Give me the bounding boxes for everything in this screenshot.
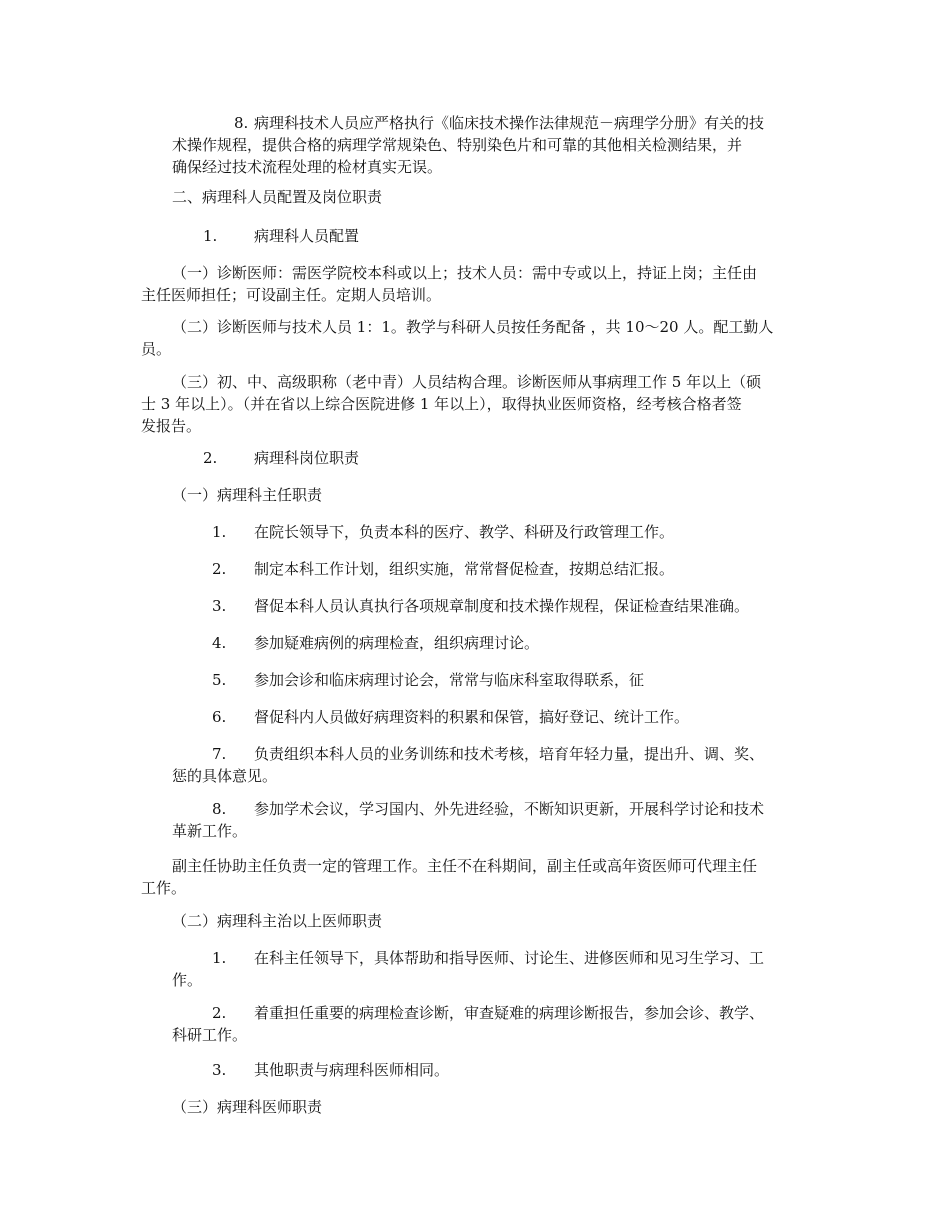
paragraph-line: 工作。 [141,879,187,897]
item-text: 制定本科工作计划，组织实施，常常督促检查，按期总结汇报。 [254,560,675,578]
director-item-7 [172,743,812,787]
item-number: 3. [212,597,227,615]
subsection-title: 病理科人员配置 [254,227,360,245]
director-item-6 [172,706,812,728]
item-number: 4. [212,634,227,652]
director-item-3 [172,595,812,617]
physician-duties-title: （三）病理科医师职责 [172,1098,323,1116]
item-text-line: 术操作规程，提供合格的病理学常规染色、特别染色片和可靠的其他相关检测结果，并 [172,136,743,154]
item-number: 2. [212,1004,227,1022]
item-number: 7. [212,745,227,763]
subsection-title: 病理科岗位职责 [254,449,360,467]
item-text: 督促本科人员认真执行各项规章制度和技术操作规程，保证检查结果准确。 [254,597,750,615]
item-text: 其他职责与病理科医师相同。 [254,1061,450,1079]
item-number: 3. [212,1061,227,1079]
director-duties-title: （一）病理科主任职责 [172,486,323,504]
paragraph-line: 发报告。 [141,417,202,435]
item-number: 5. [212,671,227,689]
item-number: 2. [212,560,227,578]
paragraph-line: 士 3 年以上）。（并在省以上综合医院进修 1 年以上），取得执业医师资格，经考核合格者签 [141,395,742,413]
paragraph-line: 副主任协助主任负责一定的管理工作。主任不在科期间，副主任或高年资医师可代理主任 [172,857,758,875]
item-text: 参加疑难病例的病理检查，组织病理讨论。 [254,634,540,652]
paragraph-line: 员。 [141,340,172,358]
subsection-number: 2. [203,449,218,467]
item-number: 1. [212,523,227,541]
paragraph-line: （二）诊断医师与技术人员 1：1。教学与科研人员按任务配备 ，共 10～20 人。配工勤人 [172,318,774,336]
item-text-line: 惩的具体意见。 [172,767,278,785]
item-text-line: 革新工作。 [172,822,248,840]
attending-item-3 [172,1059,812,1081]
item-number: 8. [212,800,227,818]
director-item-4 [172,632,812,654]
subsection-1 [172,225,572,247]
subsection-2 [172,447,572,469]
item-text-line: 作。 [172,971,203,989]
director-item-5 [172,669,812,691]
item-text-line: 科研工作。 [172,1026,248,1044]
item-text-line: 确保经过技术流程处理的检材真实无误。 [172,158,443,176]
item-number: 1. [212,949,227,967]
item-text-line: 着重担任重要的病理检查诊断，审查疑难的病理诊断报告，参加会诊、教学、 [254,1004,765,1022]
item-number: 8. [234,114,249,132]
item-text: 督促科内人员做好病理资料的积累和保管，搞好登记、统计工作。 [254,708,690,726]
item-text: 参加会诊和临床病理讨论会，常常与临床科室取得联系，征 [254,671,645,689]
deputy-director-note [141,855,811,899]
config-paragraph-1 [141,262,811,306]
item-text-line: 参加学术会议，学习国内、外先进经验，不断知识更新，开展科学讨论和技术 [254,800,765,818]
paragraph-line: （一）诊断医师：需医学院校本科或以上；技术人员：需中专或以上，持证上岗；主任由 [172,264,758,282]
item-text-line: 负责组织本科人员的业务训练和技术考核，培育年轻力量，提出升、调、奖、 [254,745,765,763]
config-paragraph-3 [141,371,811,437]
director-item-2 [172,558,812,580]
item-8 [172,112,812,178]
attending-item-1 [172,947,812,991]
subsection-number: 1. [203,227,218,245]
item-text-line: 在科主任领导下，具体帮助和指导医师、讨论生、进修医师和见习生学习、工 [254,949,765,967]
config-paragraph-2 [141,316,811,360]
paragraph-line: 主任医师担任；可设副主任。定期人员培训。 [141,286,442,304]
item-text: 在院长领导下，负责本科的医疗、教学、科研及行政管理工作。 [254,523,675,541]
section-heading: 二、病理科人员配置及岗位职责 [172,188,383,206]
attending-item-2 [172,1002,812,1046]
paragraph-line: （三）初、中、高级职称（老中青）人员结构合理。诊断医师从事病理工作 5 年以上（硕 [172,373,762,391]
director-item-1 [172,521,812,543]
item-text-line: 病理科技术人员应严格执行《临床技术操作法律规范－病理学分册》有关的技 [254,114,765,132]
director-item-8 [172,798,812,842]
item-number: 6. [212,708,227,726]
attending-duties-title: （二）病理科主治以上医师职责 [172,912,383,930]
